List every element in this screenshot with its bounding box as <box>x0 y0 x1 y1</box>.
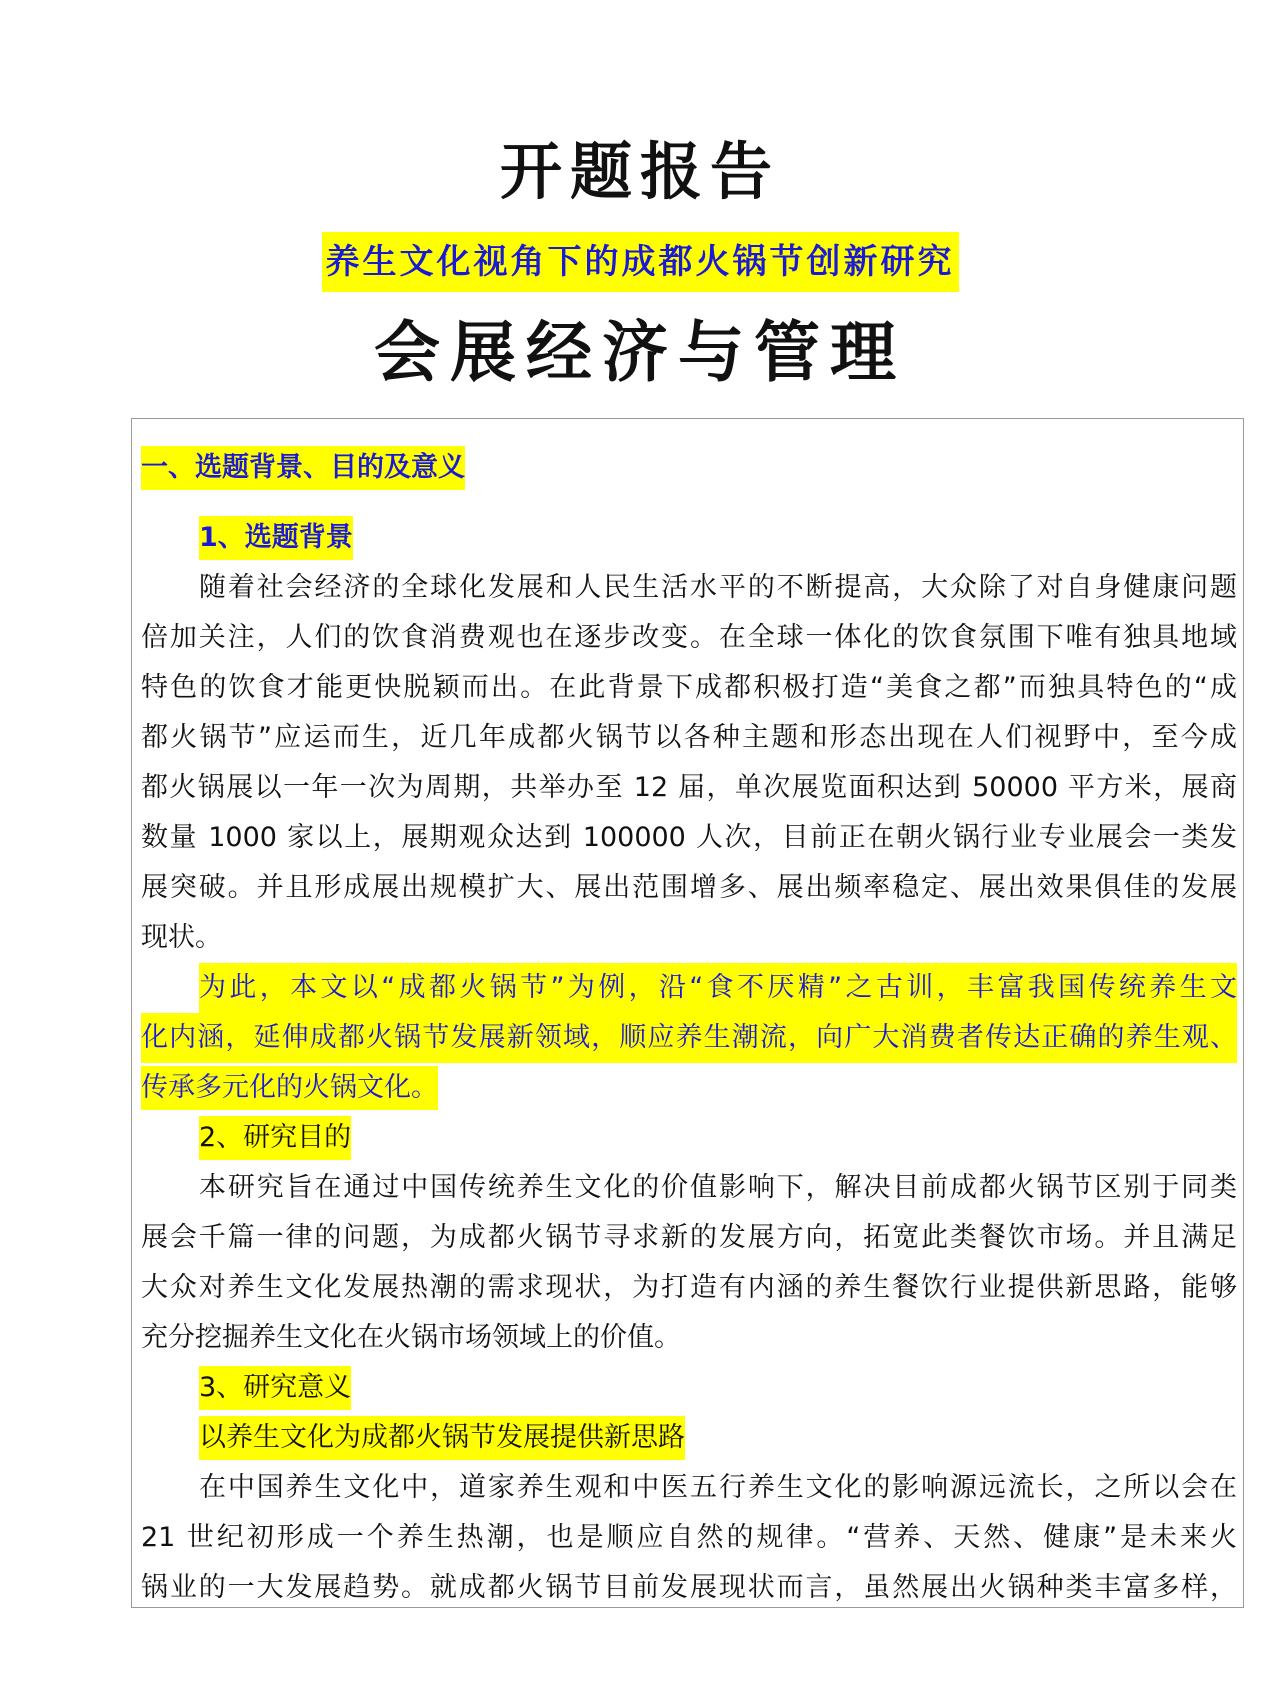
major-title: 会展经济与管理 <box>374 313 906 391</box>
paragraph-line <box>141 863 1237 913</box>
subsection-heading-row <box>141 1363 1237 1413</box>
paragraph-line <box>141 1313 1237 1363</box>
text-line: 充分挖掘养生文化在火锅市场领域上的价值。 <box>141 1322 681 1353</box>
text-line: 展会千篇一律的问题，为成都火锅节寻求新的发展方向，拓宽此类餐饮市场。并且满足 <box>141 1222 1237 1253</box>
subsection-heading-purpose: 2、研究目的 <box>199 1116 351 1160</box>
text-line: 本研究旨在通过中国传统养生文化的价值影响下，解决目前成都火锅节区别于同类 <box>199 1172 1237 1203</box>
highlight-text-line: 化内涵，延伸成都火锅节发展新领域，顺应养生潮流，向广大消费者传达正确的养生观、 <box>141 1013 1237 1063</box>
text-line: 都火锅节”应运而生，近几年成都火锅节以各种主题和形态出现在人们视野中，至今成 <box>141 722 1237 753</box>
content-box <box>131 418 1244 1608</box>
section-heading-row <box>141 443 1237 493</box>
paragraph-line <box>141 1213 1237 1263</box>
text-line: 倍加关注，人们的饮食消费观也在逐步改变。在全球一体化的饮食氛围下唯有独具地域 <box>141 622 1237 653</box>
subsection-heading-background: 1、选题背景 <box>199 516 353 560</box>
highlight-paragraph-line <box>141 1013 1237 1063</box>
paragraph-line <box>141 1563 1237 1608</box>
page-title: 开题报告 <box>499 135 780 208</box>
spacer <box>141 493 1237 513</box>
text-line: 随着社会经济的全球化发展和人民生活水平的不断提高，大众除了对自身健康问题 <box>199 572 1237 603</box>
paragraph-line <box>141 1513 1237 1563</box>
paragraph-line <box>141 1263 1237 1313</box>
subsection-heading-significance: 3、研究意义 <box>199 1366 351 1410</box>
paragraph-line <box>141 1163 1237 1213</box>
paragraph-line <box>141 913 1237 963</box>
text-line: 展突破。并且形成展出规模扩大、展出范围增多、展出频率稳定、展出效果俱佳的发展 <box>141 872 1237 903</box>
subsection-heading-row <box>141 1113 1237 1163</box>
text-line: 在中国养生文化中，道家养生观和中医五行养生文化的影响源远流长，之所以会在 <box>199 1472 1237 1503</box>
section-heading: 一、选题背景、目的及意义 <box>141 446 465 490</box>
significance-subheading: 以养生文化为成都火锅节发展提供新思路 <box>199 1416 685 1460</box>
subtitle-wrapper <box>0 232 1280 292</box>
text-line: 21 世纪初形成一个养生热潮，也是顺应自然的规律。“营养、天然、健康”是未来火 <box>141 1522 1237 1553</box>
paragraph-line <box>141 663 1237 713</box>
paragraph-line <box>141 763 1237 813</box>
text-line: 现状。 <box>141 922 222 953</box>
paragraph-line <box>141 563 1237 613</box>
paragraph-line <box>141 713 1237 763</box>
text-line: 都火锅展以一年一次为周期，共举办至 12 届，单次展览面积达到 50000 平方米，展商 <box>141 772 1237 803</box>
highlight-paragraph-line <box>141 963 1237 1013</box>
text-line: 特色的饮食才能更快脱颖而出。在此背景下成都积极打造“美食之都”而独具特色的“成 <box>141 672 1237 703</box>
highlight-paragraph-line <box>141 1063 1237 1113</box>
highlight-text-line: 传承多元化的火锅文化。 <box>141 1066 438 1110</box>
text-line: 数量 1000 家以上，展期观众达到 100000 人次，目前正在朝火锅行业专业展会一类发 <box>141 822 1237 853</box>
paragraph-line <box>141 813 1237 863</box>
paragraph-line <box>141 1463 1237 1513</box>
thesis-subtitle: 养生文化视角下的成都火锅节创新研究 <box>322 232 959 292</box>
text-line: 锅业的一大发展趋势。就成都火锅节目前发展现状而言，虽然展出火锅种类丰富多样， <box>141 1572 1237 1603</box>
subsection-heading-row <box>141 513 1237 563</box>
text-line: 大众对养生文化发展热潮的需求现状，为打造有内涵的养生餐饮行业提供新思路，能够 <box>141 1272 1237 1303</box>
paragraph-line <box>141 613 1237 663</box>
subheading-row <box>141 1413 1237 1463</box>
content-inner <box>141 443 1237 1608</box>
highlight-text-line: 为此，本文以“成都火锅节”为例，沿“食不厌精”之古训，丰富我国传统养生文 <box>199 963 1237 1013</box>
